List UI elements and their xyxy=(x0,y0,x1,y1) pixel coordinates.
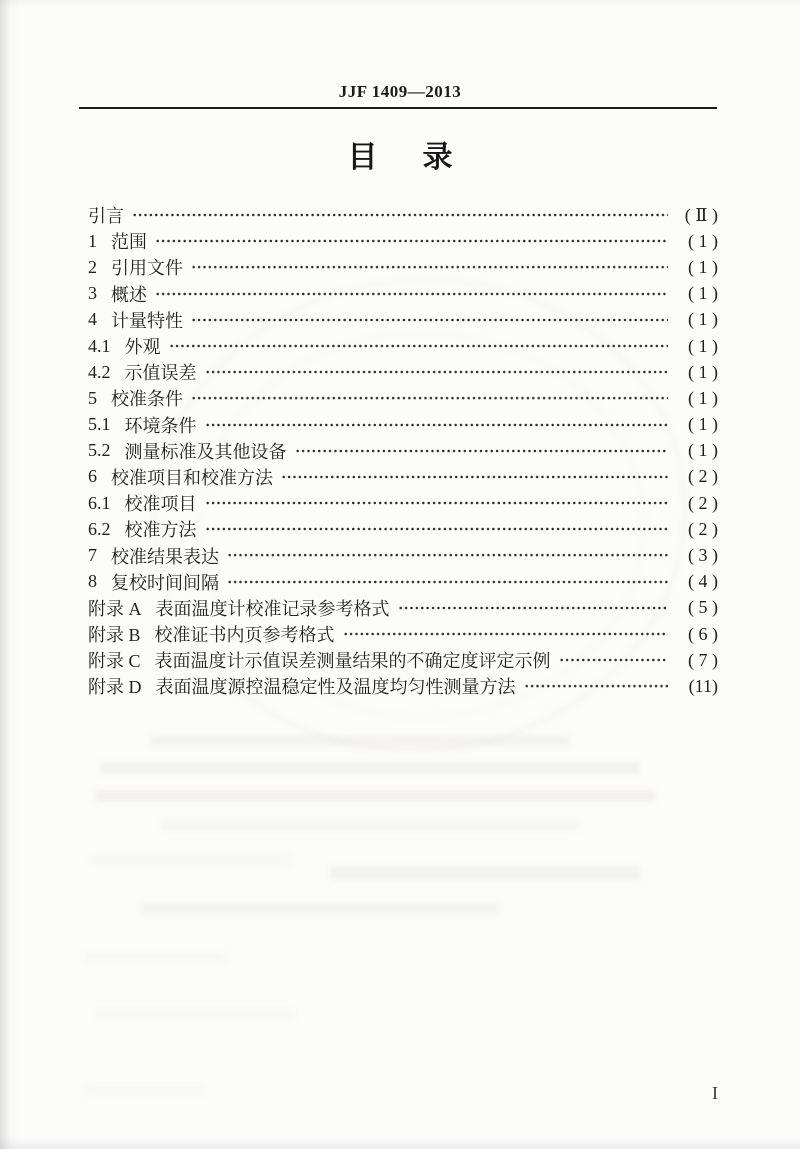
dot-leader xyxy=(227,569,668,595)
toc-entry-number: 2 xyxy=(88,256,97,277)
dot-leader xyxy=(205,490,669,516)
toc-entry-title: 表面温度计校准记录参考格式 xyxy=(155,598,390,619)
toc-entry-number: 6.1 xyxy=(88,492,111,513)
toc-entry-page: ( 1 ) xyxy=(688,361,718,382)
toc-entry xyxy=(88,307,718,333)
header-rule xyxy=(79,107,717,109)
dot-leader xyxy=(205,359,669,385)
toc-entry-title: 校准结果表达 xyxy=(111,546,219,567)
toc-entry-number: 4.1 xyxy=(88,335,111,356)
dot-leader xyxy=(398,595,669,621)
toc-entry-title: 测量标准及其他设备 xyxy=(124,441,287,462)
dot-leader xyxy=(227,542,668,568)
toc-entry-number: 附录 A xyxy=(88,598,142,619)
toc-entry xyxy=(88,228,718,254)
toc-entry-page: ( Ⅱ ) xyxy=(684,204,718,225)
toc-entry-number: 7 xyxy=(88,545,97,566)
toc-entry-page: (11) xyxy=(688,675,718,696)
toc-entry xyxy=(88,333,718,359)
dot-leader xyxy=(205,412,669,438)
toc-entry-number: 4.2 xyxy=(88,361,111,382)
toc-entry xyxy=(88,202,718,228)
toc-entry-page: ( 1 ) xyxy=(688,230,718,251)
toc-entry-title: 校准方法 xyxy=(124,520,197,541)
toc-entry-number: 6.2 xyxy=(88,518,111,539)
dot-leader xyxy=(205,516,669,542)
toc-entry-title: 校准证书内页参考格式 xyxy=(154,625,335,646)
toc-entry-page: ( 5 ) xyxy=(688,597,718,618)
toc-entry-page: ( 2 ) xyxy=(688,492,718,513)
toc-entry-number: 8 xyxy=(88,571,97,592)
dot-leader xyxy=(132,202,668,228)
toc-entry xyxy=(88,673,718,699)
footer-page-number: I xyxy=(712,1083,718,1103)
toc-entry-page: ( 7 ) xyxy=(688,649,718,670)
dot-leader xyxy=(295,438,669,464)
dot-leader xyxy=(281,464,668,490)
toc-entry-page: ( 2 ) xyxy=(688,518,718,539)
toc-entry-title: 校准项目和校准方法 xyxy=(111,467,273,488)
toc-entry-title: 校准条件 xyxy=(111,389,183,410)
dot-leader xyxy=(191,307,668,333)
toc-entry-page: ( 1 ) xyxy=(688,256,718,277)
toc-entry-page: ( 6 ) xyxy=(688,623,718,644)
toc-entry xyxy=(88,412,718,438)
toc-entry-number: 6 xyxy=(88,466,97,487)
toc-entry-title: 环境条件 xyxy=(124,415,197,436)
toc-entry-title: 引言 xyxy=(88,206,124,227)
toc-entry xyxy=(88,359,718,385)
toc-entry xyxy=(88,254,718,280)
toc-entry xyxy=(88,647,718,673)
toc-entry-page: ( 1 ) xyxy=(688,387,718,408)
dot-leader xyxy=(155,228,668,254)
dot-leader xyxy=(155,281,668,307)
toc-entry-page: ( 1 ) xyxy=(688,309,718,330)
dot-leader xyxy=(169,333,669,359)
toc-entry-title: 计量特性 xyxy=(111,310,183,331)
toc-entry-number: 附录 B xyxy=(88,625,141,646)
dot-leader xyxy=(524,673,669,699)
toc-entry-page: ( 1 ) xyxy=(688,335,718,356)
toc-entry-title: 复校时间间隔 xyxy=(111,572,219,593)
toc-entry-page: ( 1 ) xyxy=(688,440,718,461)
toc-entry-page: ( 2 ) xyxy=(688,466,718,487)
toc-entry-number: 3 xyxy=(88,283,97,304)
page-title: 目 录 xyxy=(347,141,453,174)
toc-entry xyxy=(88,464,718,490)
toc-entry-title: 校准项目 xyxy=(124,494,197,515)
table-of-contents xyxy=(88,202,718,700)
toc-entry xyxy=(88,490,718,516)
toc-entry-number: 1 xyxy=(88,230,97,251)
toc-entry xyxy=(88,569,718,595)
dot-leader xyxy=(343,621,668,647)
toc-entry-page: ( 4 ) xyxy=(688,571,718,592)
scan-edge-bottom xyxy=(0,1137,800,1149)
toc-entry-number: 5.2 xyxy=(88,440,111,461)
toc-entry-title: 示值误差 xyxy=(124,363,197,384)
toc-entry xyxy=(88,438,718,464)
dot-leader xyxy=(559,647,668,673)
toc-entry xyxy=(88,281,718,307)
toc-entry xyxy=(88,621,718,647)
toc-entry-number: 附录 D xyxy=(88,677,142,698)
toc-entry xyxy=(88,595,718,621)
toc-entry-title: 外观 xyxy=(124,337,161,358)
toc-entry-number: 附录 C xyxy=(88,651,141,672)
toc-entry-page: ( 1 ) xyxy=(688,414,718,435)
dot-leader xyxy=(191,254,668,280)
dot-leader xyxy=(191,385,668,411)
toc-entry-title: 表面温度计示值误差测量结果的不确定度评定示例 xyxy=(154,651,551,672)
toc-entry xyxy=(88,542,718,568)
toc-entry-title: 引用文件 xyxy=(111,258,183,279)
toc-entry-number: 4 xyxy=(88,309,97,330)
toc-entry-number: 5.1 xyxy=(88,414,111,435)
toc-entry xyxy=(88,516,718,542)
toc-entry-title: 概述 xyxy=(111,284,147,305)
toc-entry-title: 表面温度源控温稳定性及温度均匀性测量方法 xyxy=(155,677,516,698)
toc-entry-page: ( 3 ) xyxy=(688,545,718,566)
toc-entry-title: 范围 xyxy=(111,232,147,253)
toc-entry-number: 5 xyxy=(88,387,97,408)
standard-number: JJF 1409—2013 xyxy=(338,82,462,101)
toc-entry xyxy=(88,385,718,411)
toc-entry-page: ( 1 ) xyxy=(688,283,718,304)
